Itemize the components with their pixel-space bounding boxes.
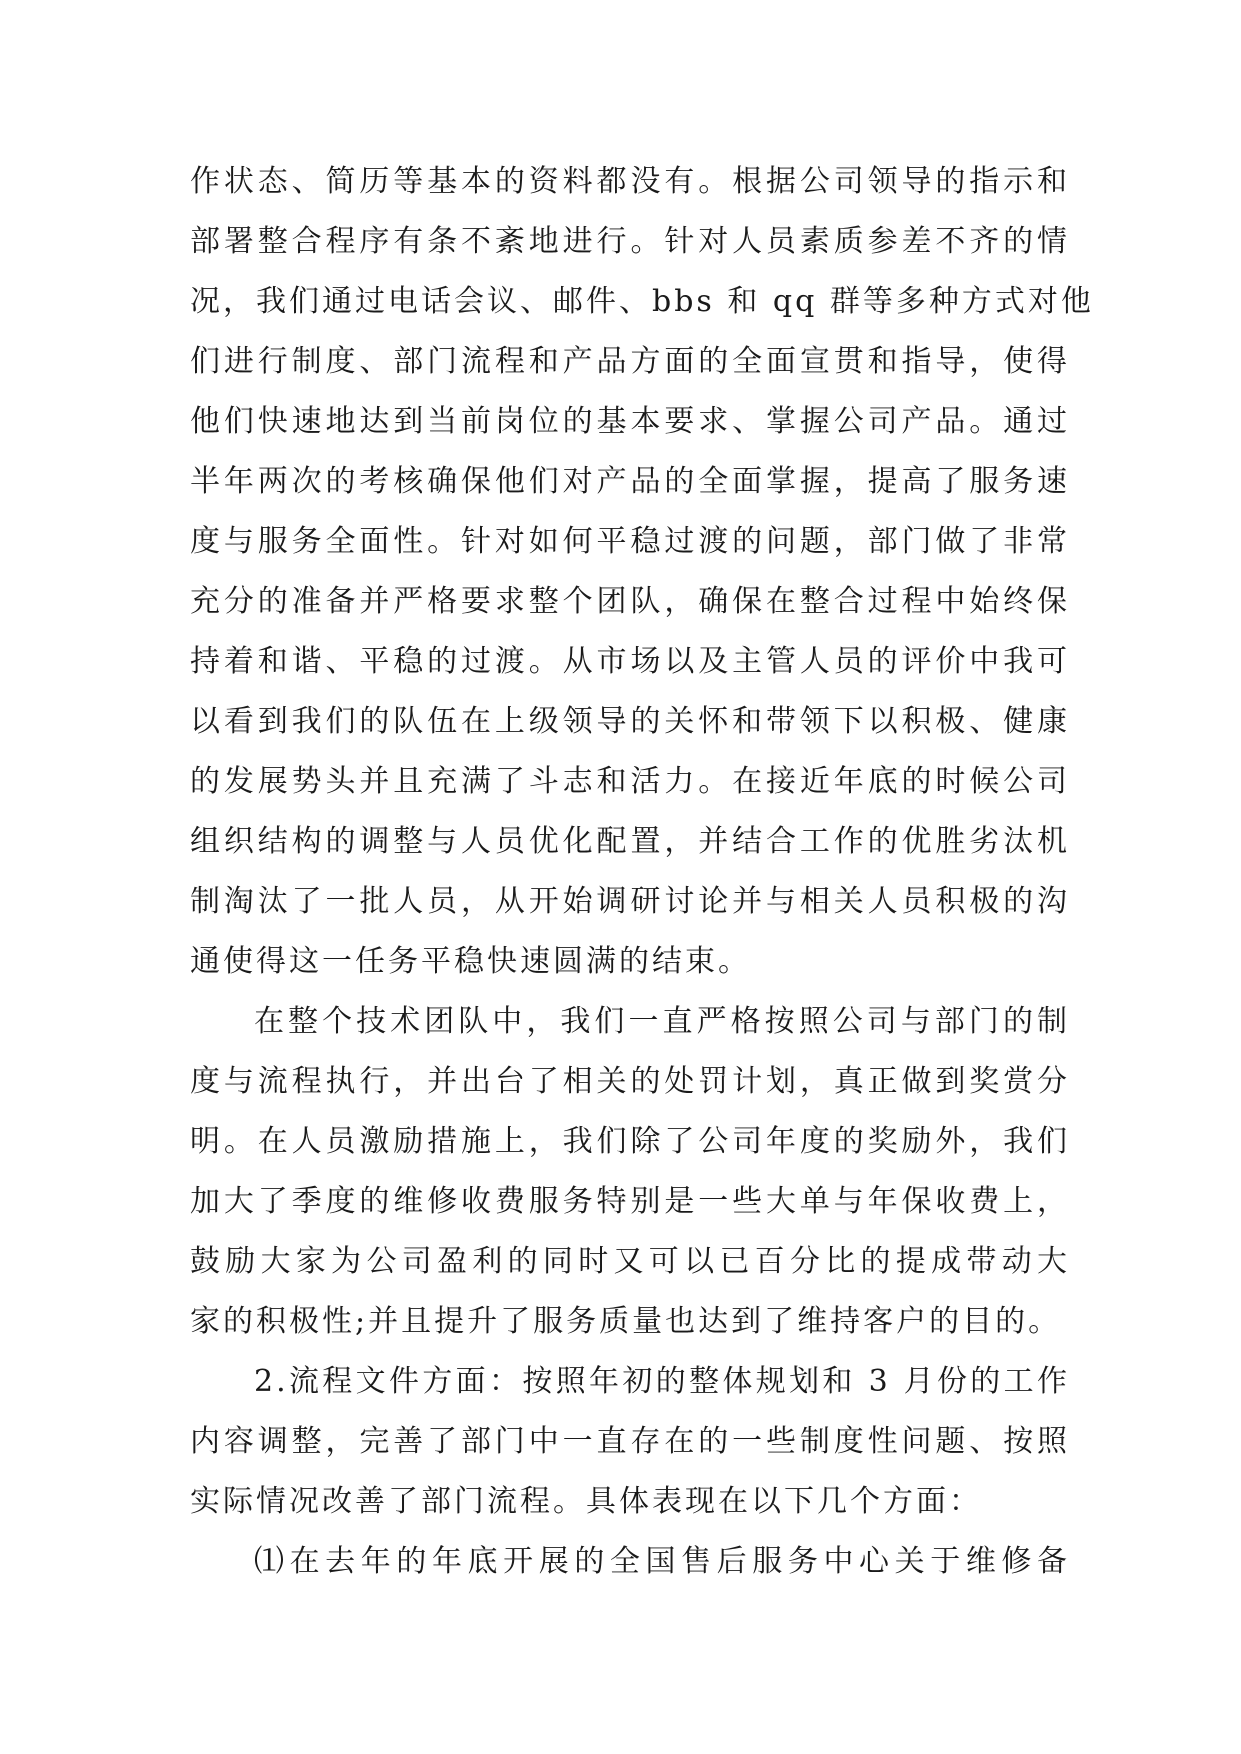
text-line: 组织结构的调整与人员优化配置，并结合工作的优胜劣汰机 [190, 824, 1070, 859]
text-line: 半年两次的考核确保他们对产品的全面掌握，提高了服务速 [190, 464, 1070, 499]
text-line: 作状态、简历等基本的资料都没有。根据公司领导的指示和 [190, 164, 1070, 199]
text-line: 况，我们通过电话会议、邮件、bbs 和 qq 群等多种方式对他 [190, 284, 1094, 319]
text-line: 内容调整，完善了部门中一直存在的一些制度性问题、按照 [190, 1424, 1070, 1459]
text-line: 实际情况改善了部门流程。具体表现在以下几个方面： [190, 1484, 982, 1519]
text-line: 以看到我们的队伍在上级领导的关怀和带领下以积极、健康 [190, 704, 1070, 739]
text-line: 家的积极性;并且提升了服务质量也达到了维持客户的目的。 [190, 1304, 1062, 1339]
text-line: 鼓励大家为公司盈利的同时又可以已百分比的提成带动大 [190, 1244, 1070, 1279]
text-line: 度与流程执行，并出台了相关的处罚计划，真正做到奖赏分 [190, 1064, 1070, 1099]
document-body [190, 152, 1094, 1592]
text-line: 的发展势头并且充满了斗志和活力。在接近年底的时候公司 [190, 764, 1070, 799]
text-line: 加大了季度的维修收费服务特别是一些大单与年保收费上， [190, 1184, 1070, 1219]
text-line: 明。在人员激励措施上，我们除了公司年度的奖励外，我们 [190, 1124, 1070, 1159]
paragraph-start-line: 在整个技术团队中，我们一直严格按照公司与部门的制 [254, 1004, 1070, 1039]
text-line: 部署整合程序有条不紊地进行。针对人员素质参差不齐的情 [190, 224, 1070, 259]
text-line: 制淘汰了一批人员，从开始调研讨论并与相关人员积极的沟 [190, 884, 1070, 919]
text-line: 他们快速地达到当前岗位的基本要求、掌握公司产品。通过 [190, 404, 1070, 439]
text-line: 通使得这一任务平稳快速圆满的结束。 [190, 944, 751, 979]
section-heading-line: 2.流程文件方面：按照年初的整体规划和 3 月份的工作 [254, 1364, 1070, 1399]
text-line: 度与服务全面性。针对如何平稳过渡的问题，部门做了非常 [190, 524, 1070, 559]
text-line: 持着和谐、平稳的过渡。从市场以及主管人员的评价中我可 [190, 644, 1070, 679]
text-line: 充分的准备并严格要求整个团队，确保在整合过程中始终保 [190, 584, 1070, 619]
list-item-line: ⑴在去年的年底开展的全国售后服务中心关于维修备 [254, 1544, 1070, 1579]
text-line: 们进行制度、部门流程和产品方面的全面宣贯和指导，使得 [190, 344, 1070, 379]
